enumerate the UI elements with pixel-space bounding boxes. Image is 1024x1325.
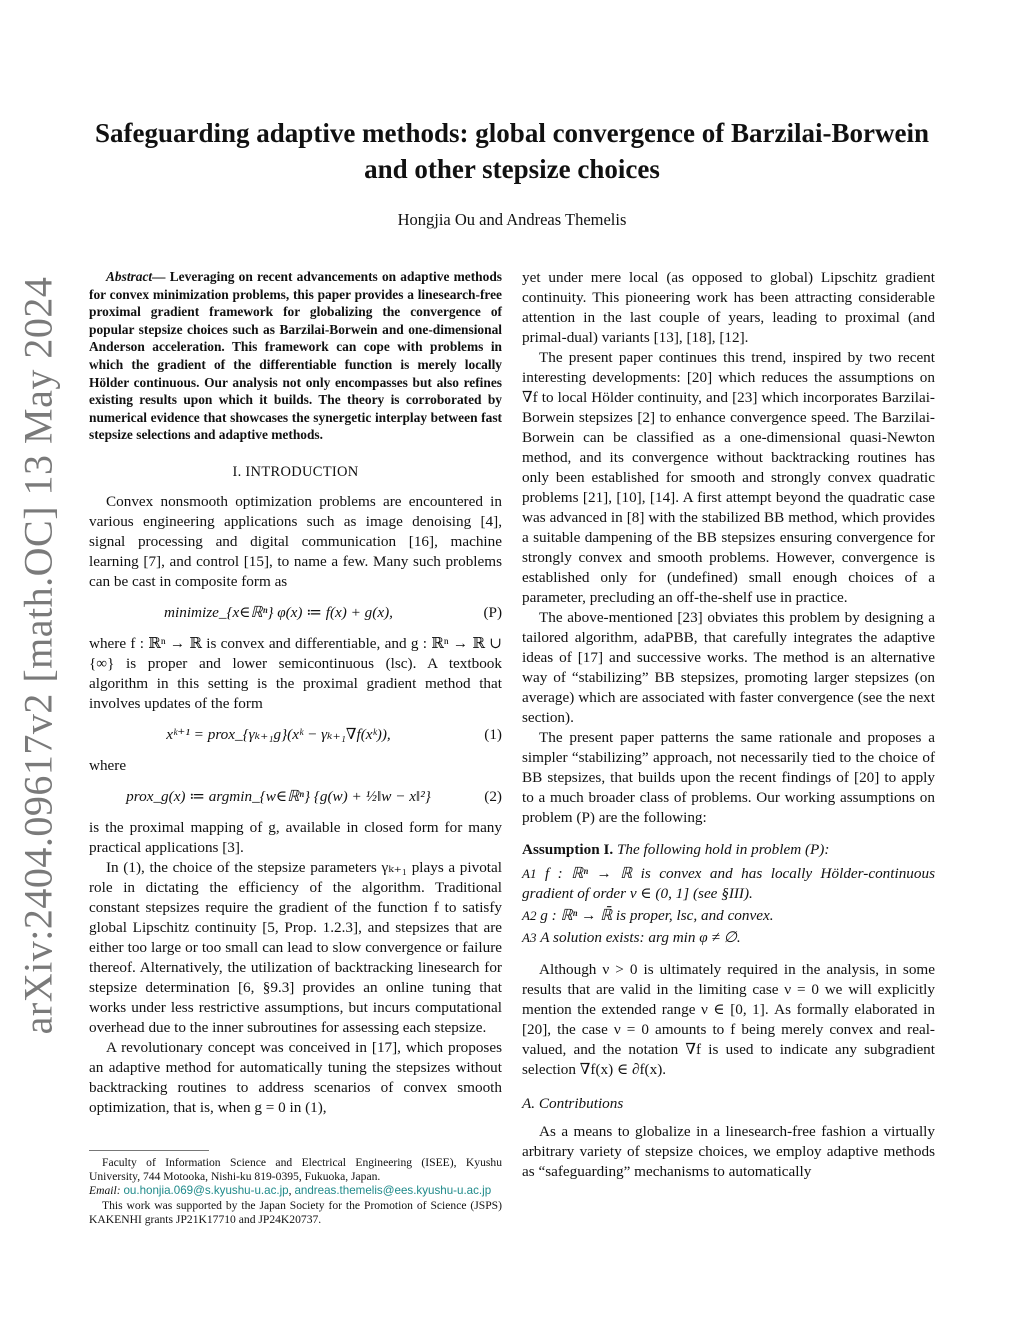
assumption-item-a3 xyxy=(522,928,935,948)
email-link-ou[interactable]: ou.honjia.069@s.kyushu-u.ac.jp xyxy=(123,1184,289,1198)
equation-body: minimize_{x∈ℝⁿ} φ(x) ≔ f(x) + g(x), xyxy=(164,603,393,621)
abstract xyxy=(89,268,502,444)
paragraph: As a means to globalize in a linesearch-free fashion a virtually arbitrary variety of stepsize choices, we employ adaptive methods as “safeguarding” mechanisms to automatically xyxy=(522,1123,935,1180)
paragraph: A revolutionary concept was conceived in [17], which proposes an adaptive method for automatically tuning the stepsizes without backtracking routines to address scenarios of convex smooth optimization, that is, when g = 0 in (1), xyxy=(89,1038,502,1116)
assumption-item-label: A2 xyxy=(522,908,537,923)
paragraph: The above-mentioned [23] obviates this problem by designing a tailored algorithm, adaPBB, that carefully integrates the adaptive ideas of [17] and successive works. The method is an alternative way of “stabilizing” BB stepsizes, promoting larger stepsizes (on average) which are associated with faster convergence (see the next section). xyxy=(522,609,935,726)
section-heading-introduction: I. INTRODUCTION xyxy=(232,463,359,480)
assumption-item-a2 xyxy=(522,906,935,926)
footnote xyxy=(89,1156,502,1227)
assumption-item-a1 xyxy=(522,864,935,904)
equation-P xyxy=(89,598,502,628)
equation-tag: (2) xyxy=(484,787,502,805)
arxiv-watermark: arXiv:2404.09617v2 [math.OC] 13 May 2024 xyxy=(15,276,61,1034)
footnote-email: Email: ou.honjia.069@s.kyushu-u.ac.jp, andreas.themelis@ees.kyushu-u.ac.jp xyxy=(89,1184,492,1198)
equation-2 xyxy=(89,782,502,812)
assumption-block xyxy=(522,840,935,860)
footnote-affiliation: Faculty of Information Science and Electrical Engineering (ISEE), Kyushu University, 744 Motooka, Nishi-ku 819-0395, Fukuoka, Japan. xyxy=(89,1156,502,1184)
paragraph: In (1), the choice of the stepsize parameters γₖ₊₁ plays a pivotal role in dictating the efficiency of the algorithm. Traditional constant stepsizes require the gradient of the function f to satisfy global Lipschitz continuity [5, Prop. 1.2.3], and stepsizes that are either too large or too small can lead to slow convergence or failure thereof. Alternatively, the utilization of backtracking linesearch for stepsize determination [6, §9.3] provides an online tuning that works under less restrictive assumptions, but incurs computational overhead due to the inner subroutines for assessing each stepsize. xyxy=(89,858,502,1036)
assumption-item-label: A1 xyxy=(522,866,537,881)
paragraph: The present paper patterns the same rationale and proposes a simpler “stabilizing” approach, not necessarily tied to the choice of BB stepsizes, that builds upon the recent findings of [20] to apply to a much broader class of problems. Our working assumptions on problem (P) are the following: xyxy=(522,729,935,826)
assumption-item-text: g : ℝⁿ → ℝ̄ is proper, lsc, and convex. xyxy=(540,907,774,924)
paragraph: The present paper continues this trend, inspired by two recent interesting developments: [20] which reduces the assumptions on ∇f to local Hölder continuity, and [23] which incorporates Barzilai-Borwein stepsizes [2] to enhance convergence speed. The Barzilai-Borwein can be classified as a one-dimensional quasi-Newton method, and its convergence without backtracking routines has only been established for smooth and strongly convex quadratic problems [21], [10], [14]. A first attempt beyond the quadratic case was advanced in [8] with the stabilized BB method, which provides a suitable dampening of the BB stepsizes ensuring convergence for strongly convex and smooth problems. However, convergence is established only for (undefined) small enough choices of a parameter, precluding an off-the-shelf use in practice. xyxy=(522,349,935,606)
abstract-text: Leveraging on recent advancements on adaptive methods for convex minimization problems, this paper provides a linesearch-free proximal gradient framework for globalizing the convergence of popular stepsize choices such as Barzilai-Borwein and one-dimensional Anderson acceleration. This framework can cope with problems in which the gradient of the differentiable function is merely locally Hölder continuous. Our analysis not only encompasses but also refines existing results upon which it builds. The theory is corroborated by numerical evidence that showcases the synergetic interplay between fast stepsize selections and adaptive methods. xyxy=(89,269,502,443)
paragraph: where f : ℝⁿ → ℝ is convex and differentiable, and g : ℝⁿ → ℝ ∪ {∞} is proper and lower semicontinuous (lsc). A textbook algorithm in this setting is the proximal gradient method that involves updates of the form xyxy=(89,634,502,712)
assumption-item-label: A3 xyxy=(522,930,537,945)
email-link-themelis[interactable]: andreas.themelis@ees.kyushu-u.ac.jp xyxy=(294,1184,492,1198)
paper-title: Safeguarding adaptive methods: global convergence of Barzilai-Borwein and other stepsize choices xyxy=(95,118,929,184)
assumption-item-text: f : ℝⁿ → ℝ is convex and has locally Hölder-continuous gradient of order ν ∈ (0, 1] (see §III). xyxy=(522,865,935,902)
left-column xyxy=(89,268,502,1118)
equation-1 xyxy=(89,720,502,750)
equation-body: prox_g(x) ≔ argmin_{w∈ℝⁿ} {g(w) + ½‖w − x‖²} xyxy=(126,787,431,805)
abstract-label: Abstract— xyxy=(106,269,166,284)
footnote-funding: This work was supported by the Japan Society for the Promotion of Science (JSPS) KAKENHI grants JP21K17710 and JP24K20737. xyxy=(89,1198,502,1226)
equation-tag: (1) xyxy=(484,725,502,743)
assumption-text: The following hold in problem (P): xyxy=(616,841,830,858)
email-label: Email: xyxy=(89,1184,121,1198)
assumption-item-text: A solution exists: arg min φ ≠ ∅. xyxy=(540,929,741,946)
right-column xyxy=(522,268,935,1182)
paragraph: Although ν > 0 is ultimately required in the analysis, in some results that are valid in the limiting case ν = 0 we will explicitly mention the extended range ν ∈ [0, 1]. As formally elaborated in [20], the case ν = 0 amounts to f being merely convex and real-valued, and the notation ∇f is used to indicate any subgradient selection ∇f(x) ∈ ∂f(x). xyxy=(522,961,935,1078)
footnote-rule xyxy=(89,1150,209,1151)
paragraph: yet under mere local (as opposed to global) Lipschitz gradient continuity. This pioneering work has been attracting considerable attention in the last couple of years, leading to proximal (and primal-dual) variants [13], [18], [12]. xyxy=(522,269,935,346)
subsection-heading-contributions: A. Contributions xyxy=(522,1095,624,1112)
equation-tag: (P) xyxy=(483,603,502,621)
paragraph: where xyxy=(89,756,127,774)
assumption-label: Assumption I. xyxy=(522,841,614,858)
paragraph: is the proximal mapping of g, available in closed form for many practical applications [3]. xyxy=(89,818,502,856)
paper-authors: Hongjia Ou and Andreas Themelis xyxy=(397,210,627,229)
equation-body: xᵏ⁺¹ = prox_{γₖ₊₁g}(xᵏ − γₖ₊₁∇f(xᵏ)), xyxy=(166,725,391,743)
paragraph: Convex nonsmooth optimization problems are encountered in various engineering applications such as image denoising [4], signal processing and digital communication [16], machine learning [7], and control [15], to name a few. Many such problems can be cast in composite form as xyxy=(89,492,502,590)
